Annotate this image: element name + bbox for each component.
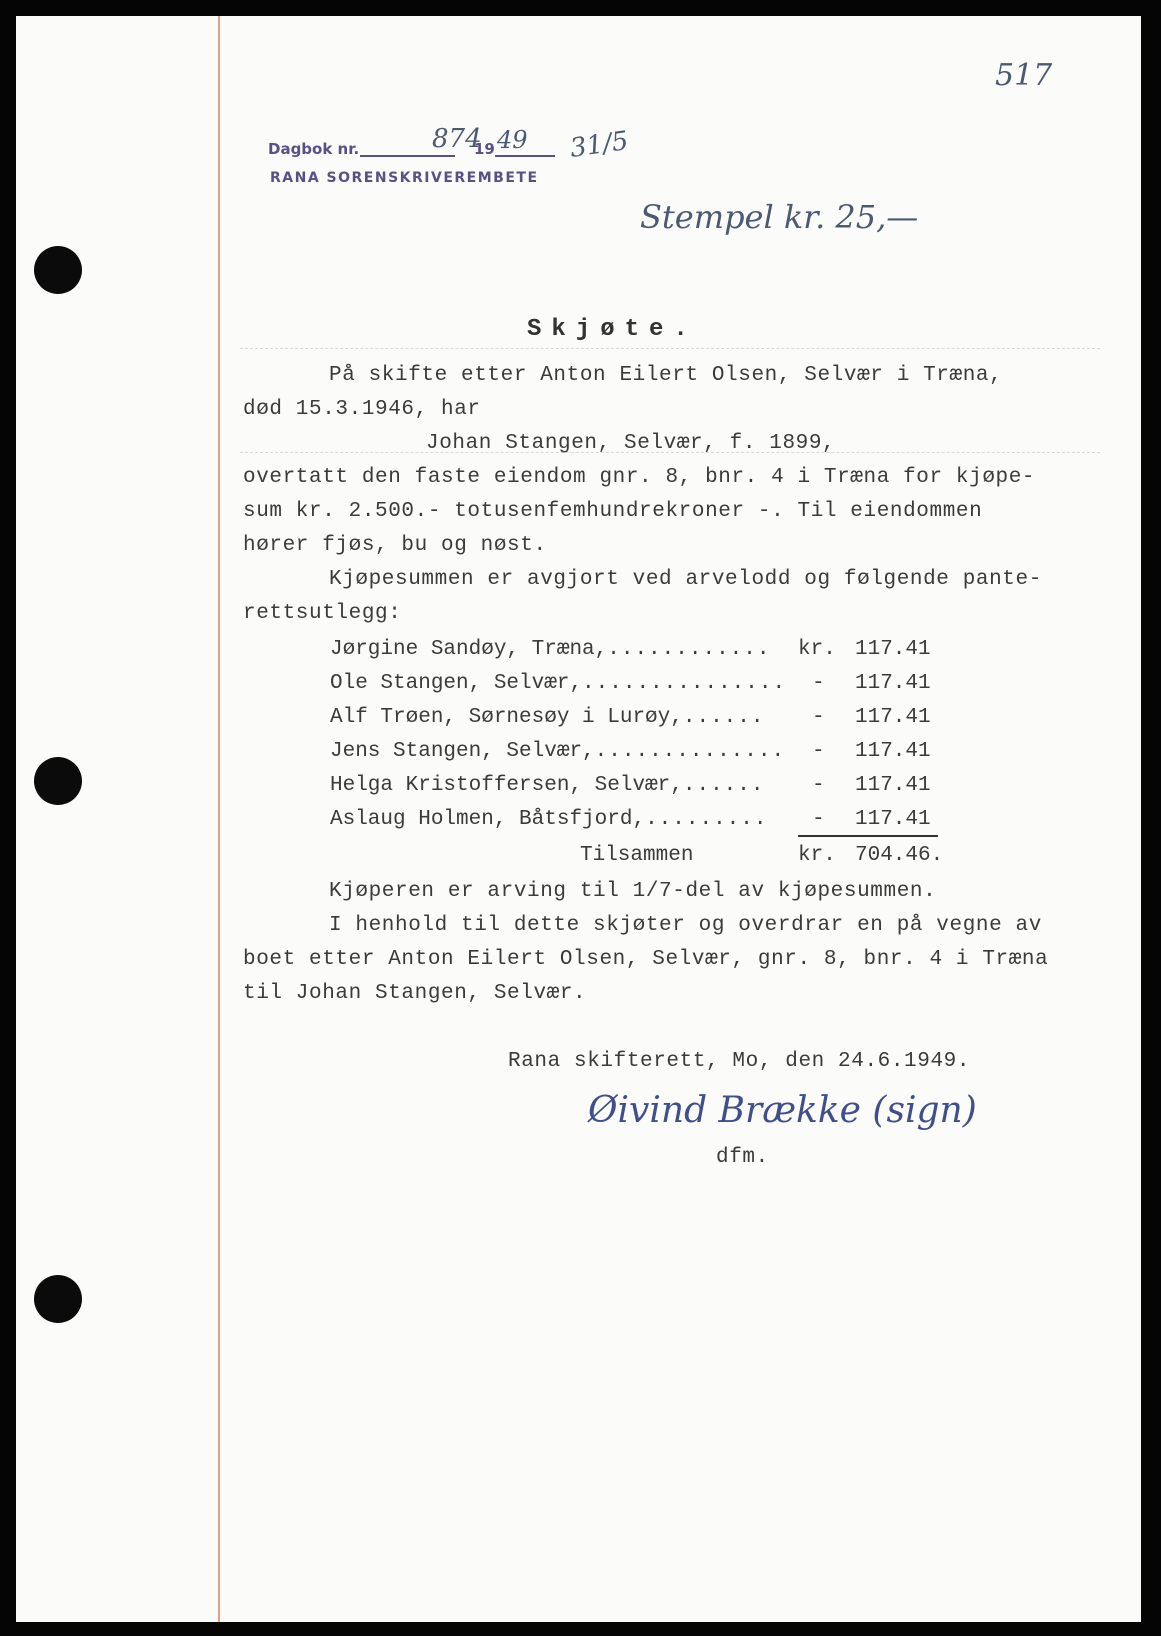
body-line: rettsutlegg: [243, 602, 402, 625]
creditor-unit: - [812, 808, 825, 831]
body-line: til Johan Stangen, Selvær. [243, 982, 587, 1005]
body-line: overtatt den faste eiendom gnr. 8, bnr. 4 i Træna for kjøpe- [243, 466, 1036, 489]
creditor-amount: 117.41 [855, 740, 931, 763]
punch-hole-top [34, 246, 82, 294]
watermark [0, 1040, 375, 1300]
creditor-amount: 117.41 [855, 808, 931, 831]
creditor-name: Ole Stangen, Selvær, [330, 672, 583, 695]
creditor-unit: - [812, 774, 825, 797]
body-line: I henhold til dette skjøter og overdrar en på vegne av [329, 914, 1042, 937]
dagbok-number: 874 [432, 124, 482, 154]
creditor-row [330, 706, 764, 729]
body-line: Kjøperen er arving til 1/7-del av kjøpesummen. [329, 880, 937, 903]
leader-dots: ...... [682, 706, 765, 729]
creditor-name: Jørgine Sandøy, Træna, [330, 638, 608, 661]
body-line: boet etter Anton Eilert Olsen, Selvær, gnr. 8, bnr. 4 i Træna [243, 948, 1049, 971]
creditor-row [330, 638, 770, 661]
year-prefix: 19 [474, 140, 495, 158]
place-date: Rana skifterett, Mo, den 24.6.1949. [508, 1050, 971, 1073]
signature-title: dfm. [716, 1146, 769, 1169]
body-line: sum kr. 2.500.- totusenfemhundrekroner -. Til eiendommen [243, 500, 983, 523]
dagbok-label: Dagbok nr. [268, 140, 360, 158]
year-suffix: 49 [497, 126, 528, 154]
creditor-name: Aslaug Holmen, Båtsfjord, [330, 808, 646, 831]
body-line: Johan Stangen, Selvær, f. 1899, [426, 432, 836, 455]
creditor-row [330, 808, 767, 831]
date-note: 31/5 [568, 126, 631, 164]
creditor-unit: - [812, 706, 825, 729]
leader-dots: ...... [682, 774, 765, 797]
margin-rule [218, 16, 220, 1622]
leader-dots: ......... [645, 808, 768, 831]
stamp-fee-note: Stempel kr. 25,— [640, 198, 919, 236]
leader-dots: .............. [594, 740, 786, 763]
office-stamp: RANA SORENSKRIVEREMBETE [270, 170, 539, 186]
creditor-name: Alf Trøen, Sørnesøy i Lurøy, [330, 706, 683, 729]
document-title: Skjøte. [527, 316, 698, 343]
creditor-unit: kr. [798, 638, 836, 661]
creditor-amount: 117.41 [855, 774, 931, 797]
total-unit: kr. [798, 844, 836, 867]
body-line: død 15.3.1946, har [243, 398, 481, 421]
creditor-unit: - [812, 740, 825, 763]
sum-rule [798, 835, 938, 837]
creditor-unit: - [812, 672, 825, 695]
creditor-row [330, 672, 786, 695]
leader-dots: ............ [607, 638, 771, 661]
creditor-name: Jens Stangen, Selvær, [330, 740, 595, 763]
creditor-name: Helga Kristoffersen, Selvær, [330, 774, 683, 797]
page-number: 517 [995, 58, 1053, 93]
dagbok-underline [360, 155, 455, 157]
total-label: Tilsammen [580, 844, 694, 867]
year-underline [495, 155, 555, 157]
creditor-row [330, 740, 785, 763]
creditor-amount: 117.41 [855, 706, 931, 729]
body-line: Kjøpesummen er avgjort ved arvelodd og følgende pante- [329, 568, 1042, 591]
creditor-amount: 117.41 [855, 638, 931, 661]
creditor-row [330, 774, 764, 797]
punch-hole-middle [34, 757, 82, 805]
body-line: På skifte etter Anton Eilert Olsen, Selvær i Træna, [329, 364, 1003, 387]
total-amount: 704.46. [855, 844, 944, 867]
signature: Øivind Brække (sign) [588, 1090, 977, 1131]
leader-dots: ............... [582, 672, 787, 695]
faint-rule [240, 348, 1100, 349]
creditor-amount: 117.41 [855, 672, 931, 695]
body-line: hører fjøs, bu og nøst. [243, 534, 547, 557]
